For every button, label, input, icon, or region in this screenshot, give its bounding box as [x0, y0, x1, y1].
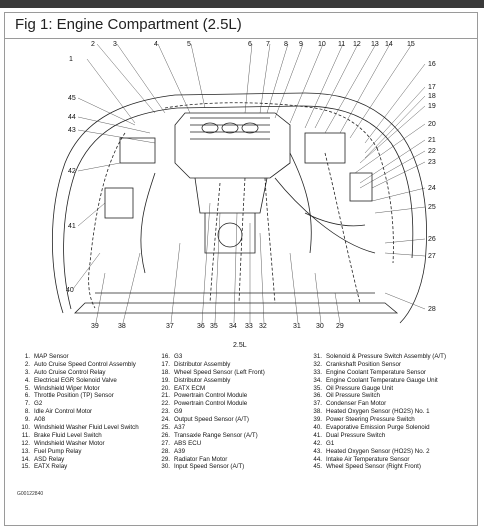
callout-29: 29: [336, 323, 344, 330]
callout-25: 25: [428, 204, 436, 211]
callout-19: 19: [428, 103, 436, 110]
legend-item: 38. Heated Oxygen Sensor (HO2S) No. 1: [313, 408, 430, 416]
callout-14: 14: [385, 41, 393, 48]
callout-8: 8: [284, 41, 288, 48]
legend-item: 7. G2: [24, 400, 43, 408]
callout-30: 30: [316, 323, 324, 330]
callout-24: 24: [428, 185, 436, 192]
legend-item: 39. Power Steering Pressure Switch: [313, 416, 415, 424]
callout-43: 43: [68, 127, 76, 134]
engine-compartment-diagram: [5, 13, 477, 349]
callout-32: 32: [259, 323, 267, 330]
legend-item: 18. Wheel Speed Sensor (Left Front): [161, 368, 265, 376]
callout-21: 21: [428, 137, 436, 144]
legend-item: 5. Windshield Wiper Motor: [24, 384, 100, 392]
callout-38: 38: [118, 323, 126, 330]
legend-item: 36. Oil Pressure Switch: [313, 392, 380, 400]
legend-item: 41. Dual Pressure Switch: [313, 431, 386, 439]
legend-item: 11. Brake Fluid Level Switch: [21, 431, 102, 439]
callout-20: 20: [428, 121, 436, 128]
callout-18: 18: [428, 93, 436, 100]
legend-item: 27. ABS ECU: [161, 439, 202, 447]
legend-column-3: [309, 353, 446, 471]
legend-item: 32. Crankshaft Position Sensor: [313, 360, 401, 368]
legend-item: 31. Solenoid & Pressure Switch Assembly (A/T): [313, 353, 447, 360]
callout-4: 4: [154, 41, 158, 48]
callout-numbers: [66, 41, 436, 330]
callout-39: 39: [91, 323, 99, 330]
legend-item: 34. Engine Coolant Temperature Gauge Unit: [313, 376, 438, 384]
callout-11: 11: [338, 41, 346, 48]
legend-item: 14. ASD Relay: [21, 455, 65, 463]
callout-23: 23: [428, 159, 436, 166]
callout-12: 12: [353, 41, 361, 48]
legend-item: 45. Wheel Speed Sensor (Right Front): [313, 463, 421, 471]
callout-22: 22: [428, 148, 436, 155]
legend-item: 26. Transaxle Range Sensor (A/T): [161, 431, 258, 439]
legend-item: 3. Auto Cruise Control Relay: [24, 368, 106, 376]
callout-10: 10: [318, 41, 326, 48]
legend-item: 23. G9: [161, 408, 183, 416]
callout-41: 41: [68, 223, 76, 230]
callout-37: 37: [166, 323, 174, 330]
figure-frame: [4, 12, 478, 526]
legend-item: 16. G3: [161, 353, 183, 360]
callout-13: 13: [371, 41, 379, 48]
legend-item: 4. Electrical EGR Solenoid Valve: [24, 376, 117, 384]
callout-9: 9: [299, 41, 303, 48]
legend-item: 8. Idle Air Control Motor: [24, 408, 93, 416]
legend-item: 10. Windshield Washer Fluid Level Switch: [21, 424, 139, 432]
callout-2: 2: [91, 41, 95, 48]
callout-17: 17: [428, 84, 436, 91]
legend-item: 9. A08: [24, 416, 46, 424]
legend-item: 29. Radiator Fan Motor: [161, 455, 228, 463]
legend-column-2: [157, 353, 265, 471]
engine-variant-label: 2.5L: [233, 342, 247, 349]
legend-item: 12. Windshield Washer Motor: [21, 439, 105, 447]
callout-34: 34: [229, 323, 237, 330]
callout-16: 16: [428, 61, 436, 68]
legend-item: 1. MAP Sensor: [24, 353, 69, 360]
legend-item: 40. Evaporative Emission Purge Solenoid: [313, 424, 430, 432]
legend-item: 17. Distributor Assembly: [161, 360, 231, 368]
callout-42: 42: [68, 168, 76, 175]
legend-item: 2. Auto Cruise Speed Control Assembly: [24, 360, 136, 368]
callout-15: 15: [407, 41, 415, 48]
callout-33: 33: [245, 323, 253, 330]
callout-3: 3: [113, 41, 117, 48]
window-top-bar: [0, 0, 484, 8]
legend-item: 30. Input Speed Sensor (A/T): [161, 463, 245, 471]
legend-item: 22. Powertrain Control Module: [161, 400, 248, 408]
callout-7: 7: [266, 41, 270, 48]
callout-26: 26: [428, 236, 436, 243]
figure-title: Fig 1: Engine Compartment (2.5L): [15, 16, 242, 33]
callout-40: 40: [66, 287, 74, 294]
legend-item: 19. Distributor Assembly: [161, 376, 231, 384]
legend-column-1: [17, 353, 139, 471]
legend-item: 13. Fuel Pump Relay: [21, 447, 82, 455]
callout-1: 1: [69, 56, 73, 63]
legend-item: 21. Powertrain Control Module: [161, 392, 248, 400]
legend-item: 42. G1: [313, 439, 335, 447]
component-legend: [17, 353, 469, 483]
legend-item: 15. EATX Relay: [21, 463, 68, 471]
legend-item: 37. Condenser Fan Motor: [313, 400, 387, 408]
legend-item: 44. Intake Air Temperature Sensor: [313, 455, 410, 463]
callout-36: 36: [197, 323, 205, 330]
legend-item: 35. Oil Pressure Gauge Unit: [313, 384, 394, 392]
engine-drawing: [52, 93, 426, 323]
callout-45: 45: [68, 95, 76, 102]
legend-item: 6. Throttle Position (TP) Sensor: [24, 392, 114, 400]
callout-28: 28: [428, 306, 436, 313]
legend-item: 28. A39: [161, 447, 186, 455]
callout-6: 6: [248, 41, 252, 48]
callout-35: 35: [210, 323, 218, 330]
legend-item: 24. Output Speed Sensor (A/T): [161, 416, 249, 424]
callout-27: 27: [428, 253, 436, 260]
legend-item: 25. A37: [161, 424, 186, 432]
callout-5: 5: [187, 41, 191, 48]
document-code: G00122840: [17, 491, 44, 497]
legend-item: 20. EATX ECM: [161, 384, 206, 392]
legend-item: 33. Engine Coolant Temperature Sensor: [313, 368, 426, 376]
legend-item: 43. Heated Oxygen Sensor (HO2S) No. 2: [313, 447, 430, 455]
callout-44: 44: [68, 114, 76, 121]
callout-31: 31: [293, 323, 301, 330]
